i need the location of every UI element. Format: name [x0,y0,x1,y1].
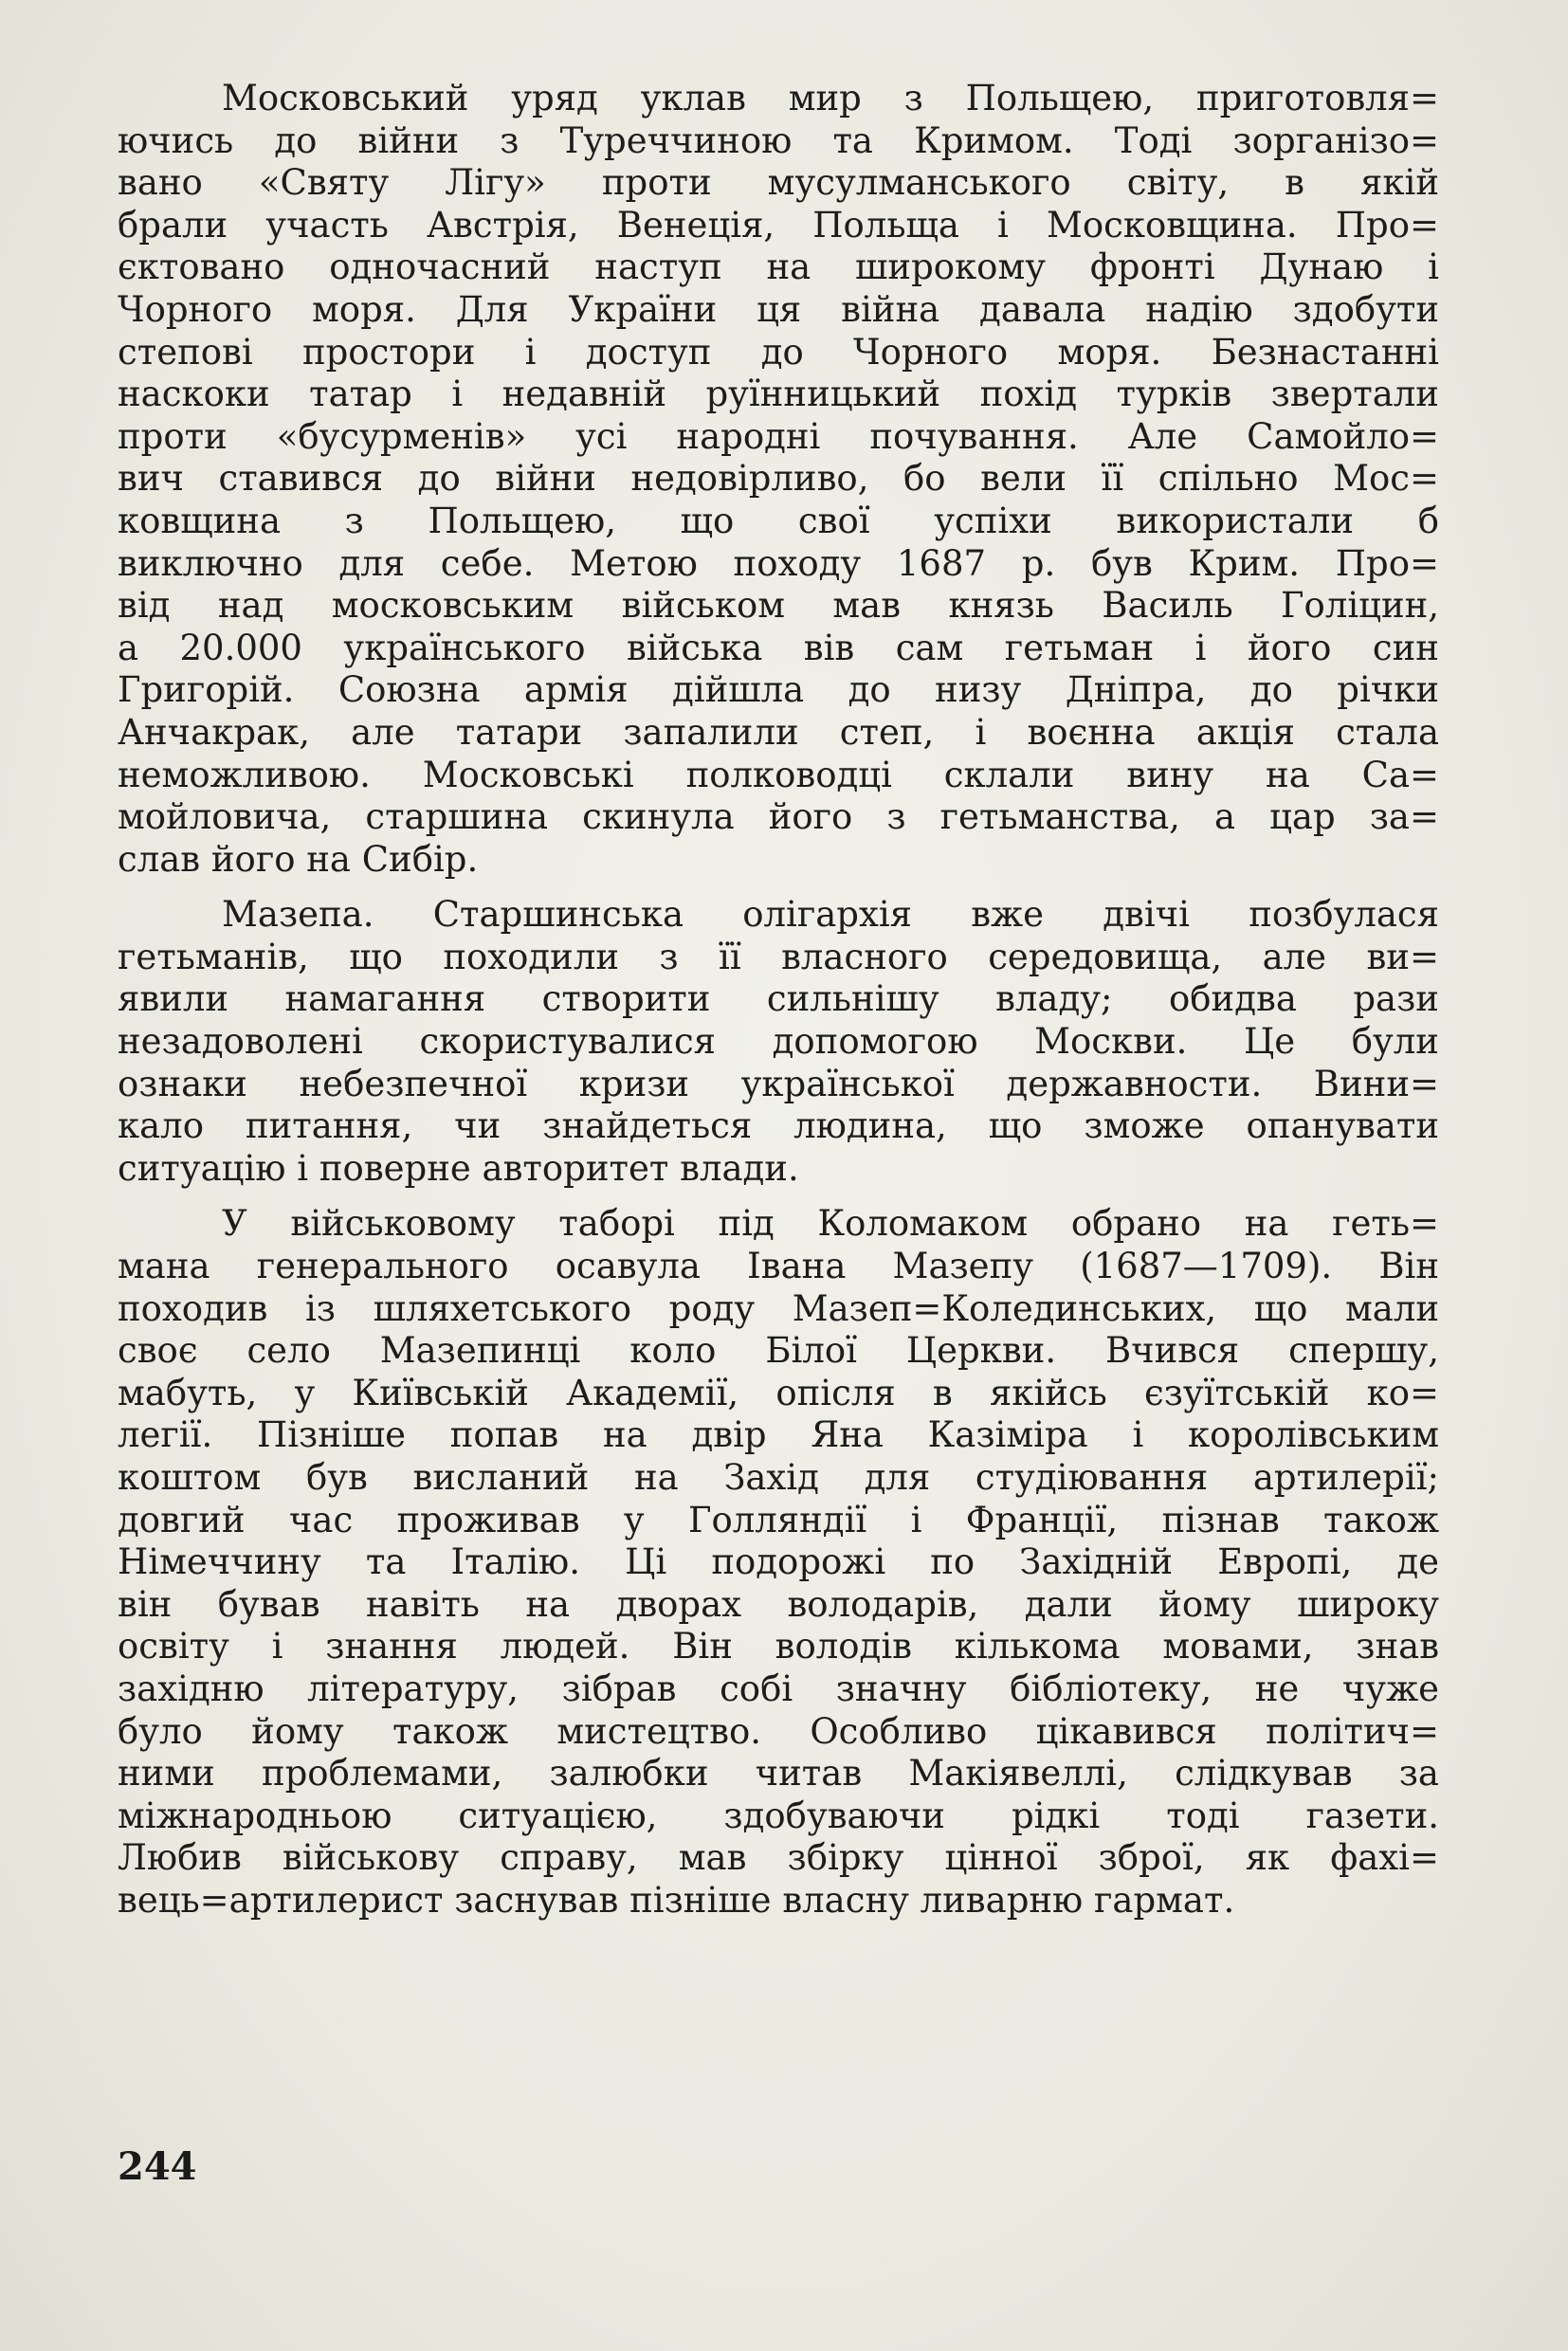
text-line-content: неможливою. Московські полководці склали вину на Са= [118,754,1440,795]
text-line-content: своє село Мазепинці коло Білої Церкви. Вчився спершу, [118,1330,1439,1372]
text-line [118,796,1439,839]
text-line-content: Мазепа. Старшинська олігархія вже двічі позбулася [222,894,1439,936]
text-line-content: незадоволені скористувалися допомогою Москви. Це були [118,1021,1439,1063]
text-line [118,458,1439,501]
text-line-content: наскоки татар і недавній руїнницький похід турків звертали [118,374,1439,415]
text-line [118,1668,1439,1711]
text-line [118,120,1439,163]
text-line-content: ючись до війни з Туреччиною та Кримом. Тоді зорганізо= [118,119,1440,161]
text-line [118,894,1439,937]
text-line-content: Німеччину та Італію. Ці подорожі по Західній Европі, де [118,1541,1440,1583]
text-line-content: явили намагання створити сильнішу владу; обидва рази [118,978,1439,1020]
text-line-content: він бував навіть на дворах володарів, дали йому широку [118,1583,1440,1625]
text-line [118,1541,1439,1584]
text-line-content: У військовому таборі під Коломаком обрано на геть= [222,1203,1439,1245]
text-line [118,628,1439,670]
text-line [118,712,1439,755]
text-line [118,1711,1439,1754]
text-line [118,162,1439,205]
page-number: 244 [118,2144,197,2189]
text-line [118,1021,1439,1064]
text-line [118,839,1439,882]
text-line-content: Московський уряд уклав мир з Польщею, приготовля= [222,78,1440,118]
text-line [118,289,1439,332]
text-line [118,1500,1439,1542]
paragraph-gap [118,1190,1439,1203]
text-line-content: виключно для себе. Метою походу 1687 р. був Крим. Про= [118,542,1440,584]
text-line-content: від над московським військом мав князь Василь Голіцин, [118,585,1440,627]
text-line-content: коштом був висланий на Захід для студіювання артилерії; [118,1457,1439,1498]
text-line-content: ковщина з Польщею, що свої успіхи використали б [118,500,1439,541]
text-line [118,669,1439,712]
text-line-content: Анчакрак, але татари запалили степ, і воєнна акція стала [118,711,1439,753]
text-line-content: було йому також мистецтво. Особливо цікавився політич= [118,1710,1439,1752]
text-line-content: слав його на Сибір. [118,838,479,880]
text-line [118,1837,1439,1880]
text-line [118,1288,1439,1331]
text-line-content: кало питання, чи знайдеться людина, що зможе опанувати [118,1105,1440,1147]
text-line-content: західню літературу, зібрав собі значну бібліотеку, не чуже [118,1668,1440,1709]
text-line [118,374,1439,416]
text-line-content: Чорного моря. Для України ця війна давала надію здобути [118,288,1440,330]
text-line [118,1148,1439,1191]
text-line-content: вець=артилерист заснував пізніше власну ливарню гармат. [118,1879,1235,1921]
paragraph [118,78,1439,881]
text-line [118,937,1439,979]
text-line [118,1880,1439,1923]
text-line [118,1414,1439,1457]
text-line [118,246,1439,289]
text-line [118,1064,1439,1106]
text-line-content: легії. Пізніше попав на двір Яна Казіміра і королівським [118,1414,1440,1456]
text-line-content: ситуацію і поверне авторитет влади. [118,1147,799,1189]
text-line [118,416,1439,459]
text-line [118,1795,1439,1838]
text-line-content: брали участь Австрія, Венеція, Польща і Московщина. Про= [118,204,1439,246]
body-text [118,78,1439,1923]
text-line [118,78,1439,120]
text-line-content: степові простори і доступ до Чорного моря. Безнастанні [118,331,1439,373]
text-line-content: проти «бусурменів» усі народні почування. Але Самойло= [118,415,1440,457]
text-line-content: Любив військову справу, мав збірку цінної зброї, як фахі= [118,1837,1439,1879]
text-line [118,978,1439,1021]
text-line-content: єктовано одночасний наступ на широкому фронті Дунаю і [118,246,1439,288]
paragraph-gap [118,881,1439,894]
text-line-content: міжнародньою ситуацією, здобуваючи рідкі тоді газети. [118,1795,1440,1836]
text-line [118,585,1439,628]
text-line [118,205,1439,247]
text-line [118,1584,1439,1627]
text-line [118,1753,1439,1795]
text-line [118,501,1439,543]
text-line [118,332,1439,374]
text-line-content: гетьманів, що походили з її власного середовища, але ви= [118,936,1439,977]
text-line [118,1246,1439,1288]
text-line-content: Григорій. Союзна армія дійшла до низу Дніпра, до річки [118,669,1440,711]
text-line [118,1203,1439,1246]
text-line-content: походив із шляхетського роду Мазеп=Колединських, що мали [118,1287,1440,1329]
text-line [118,755,1439,797]
text-line-content: вано «Святу Лігу» проти мусулманського світу, в якій [118,162,1440,204]
text-line-content: освіту і знання людей. Він володів кількома мовами, знав [118,1626,1440,1668]
text-line [118,1105,1439,1148]
text-line [118,543,1439,586]
text-line-content: вич ставився до війни недовірливо, бо вели її спільно Мос= [118,458,1439,500]
text-line [118,1373,1439,1415]
text-line-content: мабуть, у Київській Академії, опісля в якійсь єзуїтській ко= [118,1372,1440,1413]
paragraph [118,1203,1439,1922]
text-line-content: ознаки небезпечної кризи української державности. Вини= [118,1063,1439,1104]
text-line [118,1626,1439,1668]
text-line [118,1330,1439,1373]
text-line-content: довгий час проживав у Голляндії і Франції, пізнав також [118,1499,1439,1540]
text-line-content: мойловича, старшина скинула його з гетьманства, а цар за= [118,796,1439,838]
text-line-content: а 20.000 українського війська вів сам гетьман і його син [118,627,1439,668]
text-line-content: мана генерального осавула Івана Мазепу (1687—1709). Він [118,1246,1440,1287]
text-line-content: ними проблемами, залюбки читав Макіявеллі, слідкував за [118,1753,1439,1795]
text-line [118,1457,1439,1500]
paragraph [118,894,1439,1190]
